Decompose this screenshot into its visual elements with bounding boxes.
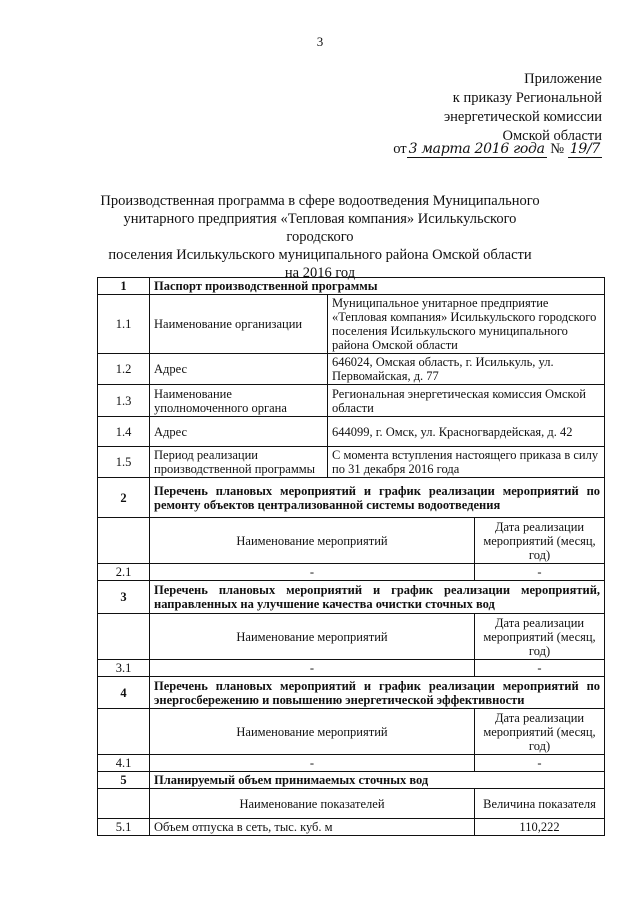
row-value: 644099, г. Омск, ул. Красногвардейская, д. 42 bbox=[328, 417, 605, 447]
column-header: Дата реализации мероприятий (месяц, год) bbox=[475, 709, 605, 755]
section-row bbox=[98, 772, 605, 789]
appendix-block bbox=[444, 70, 602, 146]
row-value: - bbox=[475, 660, 605, 677]
column-header: Наименование показателей bbox=[150, 789, 475, 819]
row-number: 1.3 bbox=[98, 385, 150, 417]
section-row bbox=[98, 677, 605, 709]
empty-cell bbox=[98, 789, 150, 819]
appendix-line: к приказу Региональной bbox=[452, 90, 602, 106]
row-value: - bbox=[150, 564, 475, 581]
row-number: 2.1 bbox=[98, 564, 150, 581]
title-line: поселения Исилькульского муниципального района Омской области bbox=[108, 247, 532, 263]
section-row bbox=[98, 478, 605, 518]
row-value: - bbox=[475, 755, 605, 772]
empty-cell bbox=[98, 614, 150, 660]
row-value: Муниципальное унитарное предприятие «Тепловая компания» Исилькульского городского поселения Исилькульского муниципального района Омской области bbox=[328, 295, 605, 354]
column-header: Наименование мероприятий bbox=[150, 518, 475, 564]
column-header-row bbox=[98, 789, 605, 819]
section-number: 4 bbox=[98, 677, 150, 709]
row-value: С момента вступления настоящего приказа в силу по 31 декабря 2016 года bbox=[328, 447, 605, 478]
row-value: - bbox=[475, 564, 605, 581]
table-row bbox=[98, 819, 605, 836]
row-number: 3.1 bbox=[98, 660, 150, 677]
table-row bbox=[98, 354, 605, 385]
row-label: Наименование уполномоченного органа bbox=[150, 385, 328, 417]
section-heading: Перечень плановых мероприятий и график реализации мероприятий по энергосбережению и повышению энергетической эффективности bbox=[150, 677, 605, 709]
indicator-name: Объем отпуска в сеть, тыс. куб. м bbox=[150, 819, 475, 836]
empty-cell bbox=[98, 709, 150, 755]
section-row bbox=[98, 581, 605, 614]
row-number: 1.1 bbox=[98, 295, 150, 354]
section-heading: Перечень плановых мероприятий и график реализации мероприятий по ремонту объектов централизованной системы водоотведения bbox=[150, 478, 605, 518]
indicator-value: 110,222 bbox=[475, 819, 605, 836]
appendix-line: энергетической комиссии bbox=[443, 109, 602, 125]
row-number: 4.1 bbox=[98, 755, 150, 772]
program-table bbox=[97, 277, 605, 836]
section-number: 5 bbox=[98, 772, 150, 789]
section-heading: Планируемый объем принимаемых сточных вод bbox=[150, 772, 605, 789]
title-line: унитарного предприятия «Тепловая компания» Исилькульского городского bbox=[123, 211, 517, 245]
column-header-row bbox=[98, 709, 605, 755]
order-date-number bbox=[393, 141, 602, 158]
column-header: Наименование мероприятий bbox=[150, 614, 475, 660]
appendix-line: Приложение bbox=[524, 71, 602, 87]
row-number: 1.5 bbox=[98, 447, 150, 478]
row-label: Наименование организации bbox=[150, 295, 328, 354]
section-heading: Перечень плановых мероприятий и график реализации мероприятий, направленных на улучшение качества очистки сточных вод bbox=[150, 581, 605, 614]
table-row bbox=[98, 447, 605, 478]
title-line: Производственная программа в сфере водоотведения Муниципального bbox=[100, 193, 540, 209]
column-header: Наименование мероприятий bbox=[150, 709, 475, 755]
section-row bbox=[98, 278, 605, 295]
column-header-row bbox=[98, 518, 605, 564]
row-value: - bbox=[150, 660, 475, 677]
page-number: 3 bbox=[316, 34, 324, 49]
column-header: Дата реализации мероприятий (месяц, год) bbox=[475, 518, 605, 564]
appendix-line: Омской области bbox=[502, 128, 602, 144]
row-label: Адрес bbox=[150, 354, 328, 385]
table-row bbox=[98, 417, 605, 447]
section-number: 3 bbox=[98, 581, 150, 614]
number-label: № bbox=[550, 141, 565, 157]
row-number: 5.1 bbox=[98, 819, 150, 836]
row-value: Региональная энергетическая комиссия Омской области bbox=[328, 385, 605, 417]
title-line: на 2016 год bbox=[284, 265, 356, 281]
row-value: 646024, Омская область, г. Исилькуль, ул. Первомайская, д. 77 bbox=[328, 354, 605, 385]
row-label: Период реализации производственной программы bbox=[150, 447, 328, 478]
column-header: Величина показателя bbox=[475, 789, 605, 819]
row-number: 1.2 bbox=[98, 354, 150, 385]
row-value: - bbox=[150, 755, 475, 772]
date-prefix: от bbox=[393, 141, 407, 157]
row-label: Адрес bbox=[150, 417, 328, 447]
table-row bbox=[98, 295, 605, 354]
table-row bbox=[98, 385, 605, 417]
column-header-row bbox=[98, 614, 605, 660]
document-title bbox=[92, 192, 548, 282]
table-row bbox=[98, 564, 605, 581]
handwritten-date: 3 марта 2016 года bbox=[408, 141, 545, 157]
section-number: 2 bbox=[98, 478, 150, 518]
table-row bbox=[98, 755, 605, 772]
table-row bbox=[98, 660, 605, 677]
section-heading: Паспорт производственной программы bbox=[150, 278, 605, 295]
section-number: 1 bbox=[98, 278, 150, 295]
empty-cell bbox=[98, 518, 150, 564]
column-header: Дата реализации мероприятий (месяц, год) bbox=[475, 614, 605, 660]
row-number: 1.4 bbox=[98, 417, 150, 447]
handwritten-number: 19/7 bbox=[569, 141, 600, 157]
